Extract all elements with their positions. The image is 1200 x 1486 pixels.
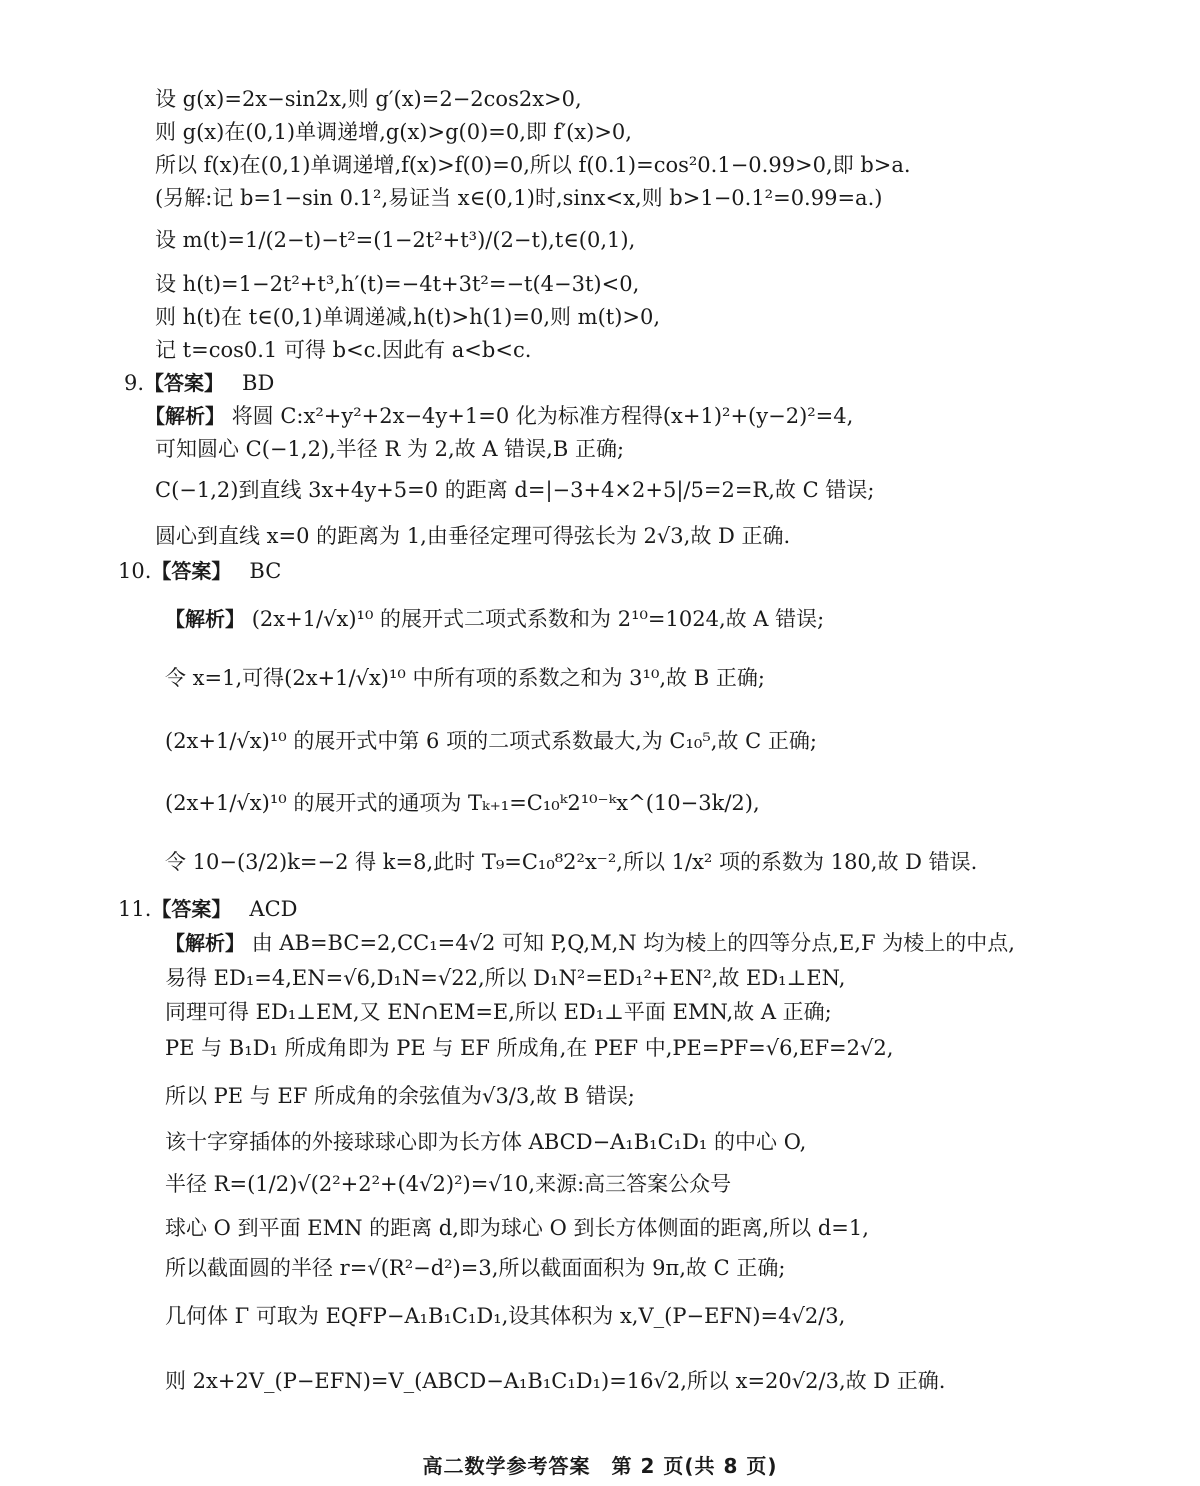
analysis-line: 所以 PE 与 EF 所成角的余弦值为√3/3,故 B 错误; bbox=[165, 1084, 635, 1108]
analysis-line: 所以截面圆的半径 r=√(R²−d²)=3,所以截面面积为 9π,故 C 正确; bbox=[165, 1256, 786, 1280]
analysis-line: 令 10−(3/2)k=−2 得 k=8,此时 T₉=C₁₀⁸2²x⁻²,所以 1/x² 项的系数为 180,故 D 错误. bbox=[165, 850, 978, 874]
analysis-line: 易得 ED₁=4,EN=√6,D₁N=√22,所以 D₁N²=ED₁²+EN²,故 ED₁⊥EN, bbox=[165, 966, 846, 990]
analysis-line: PE 与 B₁D₁ 所成角即为 PE 与 EF 所成角,在 PEF 中,PE=PF=√6,EF=2√2, bbox=[165, 1036, 894, 1060]
analysis-line: 几何体 Γ 可取为 EQFP−A₁B₁C₁D₁,设其体积为 x,V_(P−EFN)=4√2/3, bbox=[165, 1304, 846, 1328]
analysis-line: 令 x=1,可得(2x+1/√x)¹⁰ 中所有项的系数之和为 3¹⁰,故 B 正确; bbox=[165, 666, 765, 690]
analysis-line: 将圆 C:x²+y²+2x−4y+1=0 化为标准方程得(x+1)²+(y−2)²=4, bbox=[231, 404, 854, 428]
analysis-line: 由 AB=BC=2,CC₁=4√2 可知 P,Q,M,N 均为棱上的四等分点,E,F 为棱上的中点, bbox=[251, 931, 1015, 955]
analysis-line: 该十字穿插体的外接球球心即为长方体 ABCD−A₁B₁C₁D₁ 的中心 O, bbox=[165, 1130, 807, 1154]
analysis-line: 则 2x+2V_(P−EFN)=V_(ABCD−A₁B₁C₁D₁)=16√2,所以 x=20√2/3,故 D 正确. bbox=[165, 1369, 946, 1393]
analysis-line: 球心 O 到平面 EMN 的距离 d,即为球心 O 到长方体侧面的距离,所以 d=1, bbox=[165, 1216, 869, 1240]
analysis-line: C(−1,2)到直线 3x+4y+5=0 的距离 d=|−3+4×2+5|/5=2=R,故 C 错误; bbox=[155, 478, 875, 502]
solution-line: 则 g(x)在(0,1)单调递增,g(x)>g(0)=0,即 f′(x)>0, bbox=[155, 120, 632, 144]
analysis-tag: 【解析】 bbox=[165, 607, 245, 631]
answer-tag: 【答案】 bbox=[151, 897, 232, 921]
analysis-line: (2x+1/√x)¹⁰ 的展开式二项式系数和为 2¹⁰=1024,故 A 错误; bbox=[251, 607, 825, 631]
page-footer: 高二数学参考答案 第 2 页(共 8 页) bbox=[422, 1454, 778, 1478]
analysis-tag: 【解析】 bbox=[145, 404, 225, 428]
solution-line: (另解:记 b=1−sin 0.1²,易证当 x∈(0,1)时,sinx<x,则 b>1−0.1²=0.99=a.) bbox=[155, 186, 883, 210]
solution-line: 所以 f(x)在(0,1)单调递增,f(x)>f(0)=0,所以 f(0.1)=cos²0.1−0.99>0,即 b>a. bbox=[155, 153, 911, 177]
analysis-line: 半径 R=(1/2)√(2²+2²+(4√2)²)=√10,来源:高三答案公众号 bbox=[165, 1172, 732, 1196]
solution-line: 则 h(t)在 t∈(0,1)单调递减,h(t)>h(1)=0,则 m(t)>0, bbox=[155, 305, 661, 329]
answer-value: BC bbox=[249, 559, 282, 583]
answer-tag: 【答案】 bbox=[144, 371, 225, 395]
analysis-line: (2x+1/√x)¹⁰ 的展开式的通项为 Tₖ₊₁=C₁₀ᵏ2¹⁰⁻ᵏx^(10−3k/2), bbox=[165, 791, 760, 815]
answer-value: ACD bbox=[249, 897, 298, 921]
analysis-line: 可知圆心 C(−1,2),半径 R 为 2,故 A 错误,B 正确; bbox=[155, 437, 625, 461]
analysis-line: 同理可得 ED₁⊥EM,又 EN∩EM=E,所以 ED₁⊥平面 EMN,故 A 正确; bbox=[165, 1000, 832, 1024]
solution-line: 记 t=cos0.1 可得 b<c.因此有 a<b<c. bbox=[155, 338, 532, 362]
analysis-tag: 【解析】 bbox=[165, 931, 245, 955]
answer-tag: 【答案】 bbox=[151, 559, 232, 583]
analysis-line: (2x+1/√x)¹⁰ 的展开式中第 6 项的二项式系数最大,为 C₁₀⁵,故 C 正确; bbox=[165, 729, 817, 753]
solution-line: 设 g(x)=2x−sin2x,则 g′(x)=2−2cos2x>0, bbox=[155, 87, 582, 111]
answer-value: BD bbox=[242, 371, 275, 395]
solution-line: 设 h(t)=1−2t²+t³,h′(t)=−4t+3t²=−t(4−3t)<0, bbox=[155, 272, 640, 296]
question-number: 11. bbox=[118, 897, 152, 921]
solution-line: 设 m(t)=1/(2−t)−t²=(1−2t²+t³)/(2−t),t∈(0,1), bbox=[155, 228, 636, 252]
question-number: 9. bbox=[124, 371, 145, 395]
analysis-line: 圆心到直线 x=0 的距离为 1,由垂径定理可得弦长为 2√3,故 D 正确. bbox=[155, 524, 791, 548]
question-number: 10. bbox=[118, 559, 152, 583]
